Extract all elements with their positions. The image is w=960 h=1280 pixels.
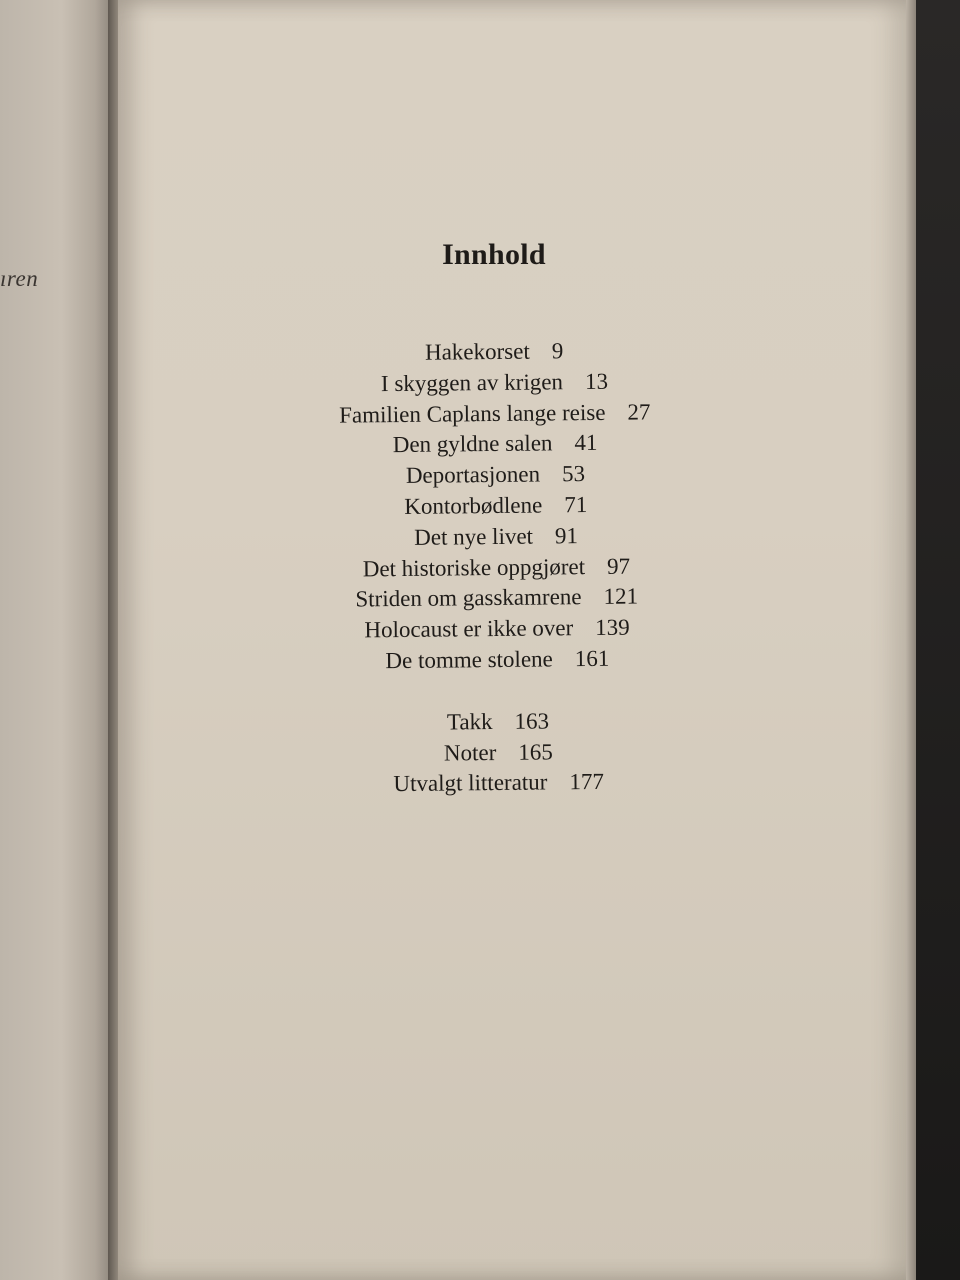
entry-title: Kontorbødlene: [404, 492, 543, 519]
entry-page-number: 41: [574, 430, 598, 456]
entry-title: Den gyldne salen: [392, 430, 553, 458]
toc-chapter-list: [294, 335, 698, 678]
entry-title: Noter: [443, 739, 497, 766]
toc-entry: [295, 427, 695, 462]
toc-entry: [295, 458, 695, 493]
toc-entry: [298, 735, 698, 770]
entry-title: Deportasjonen: [405, 461, 541, 489]
entry-title: De tomme stolene: [385, 646, 553, 674]
entry-page-number: 163: [514, 708, 550, 734]
entry-title: Utvalgt litteratur: [393, 769, 548, 797]
entry-page-number: 13: [584, 368, 609, 394]
entry-title: Hakekorset: [424, 338, 530, 365]
toc-entry: [298, 705, 698, 740]
left-page-text-fragment: ıren: [0, 266, 39, 291]
entry-title: Det historiske oppgjøret: [362, 553, 586, 581]
entry-page-number: 177: [569, 769, 605, 795]
entry-page-number: 97: [606, 553, 631, 579]
entry-title: Takk: [446, 708, 493, 735]
entry-page-number: 9: [551, 338, 564, 364]
entry-page-number: 161: [574, 645, 610, 672]
entry-page-number: 139: [595, 614, 630, 641]
toc-entry: [296, 550, 696, 585]
page-edge: [906, 0, 916, 1280]
entry-page-number: 71: [564, 492, 588, 518]
entry-title: Det nye livet: [414, 523, 534, 550]
entry-title: Familien Caplans lange reise: [339, 399, 606, 428]
entry-title: Holocaust er ikke over: [364, 615, 574, 643]
entry-page-number: 91: [554, 522, 579, 549]
entry-title: I skyggen av krigen: [380, 369, 564, 396]
table-of-contents: [294, 335, 699, 801]
toc-entry: [297, 612, 697, 647]
toc-entry: [297, 643, 697, 678]
toc-back-matter-list: [298, 705, 699, 802]
toc-entry: [296, 489, 696, 524]
entry-page-number: 27: [627, 398, 651, 425]
entry-page-number: 121: [603, 583, 639, 610]
toc-entry: [299, 766, 699, 801]
toc-entry: [294, 335, 694, 370]
entry-page-number: 53: [561, 461, 586, 487]
left-page: [0, 0, 112, 1280]
toc-entry: [297, 581, 697, 616]
toc-entry: [295, 396, 695, 431]
toc-title: Innhold: [442, 238, 546, 271]
entry-page-number: 165: [518, 738, 553, 765]
entry-title: Striden om gasskamrene: [355, 584, 582, 612]
toc-entry: [294, 366, 694, 401]
toc-entry: [296, 520, 696, 555]
